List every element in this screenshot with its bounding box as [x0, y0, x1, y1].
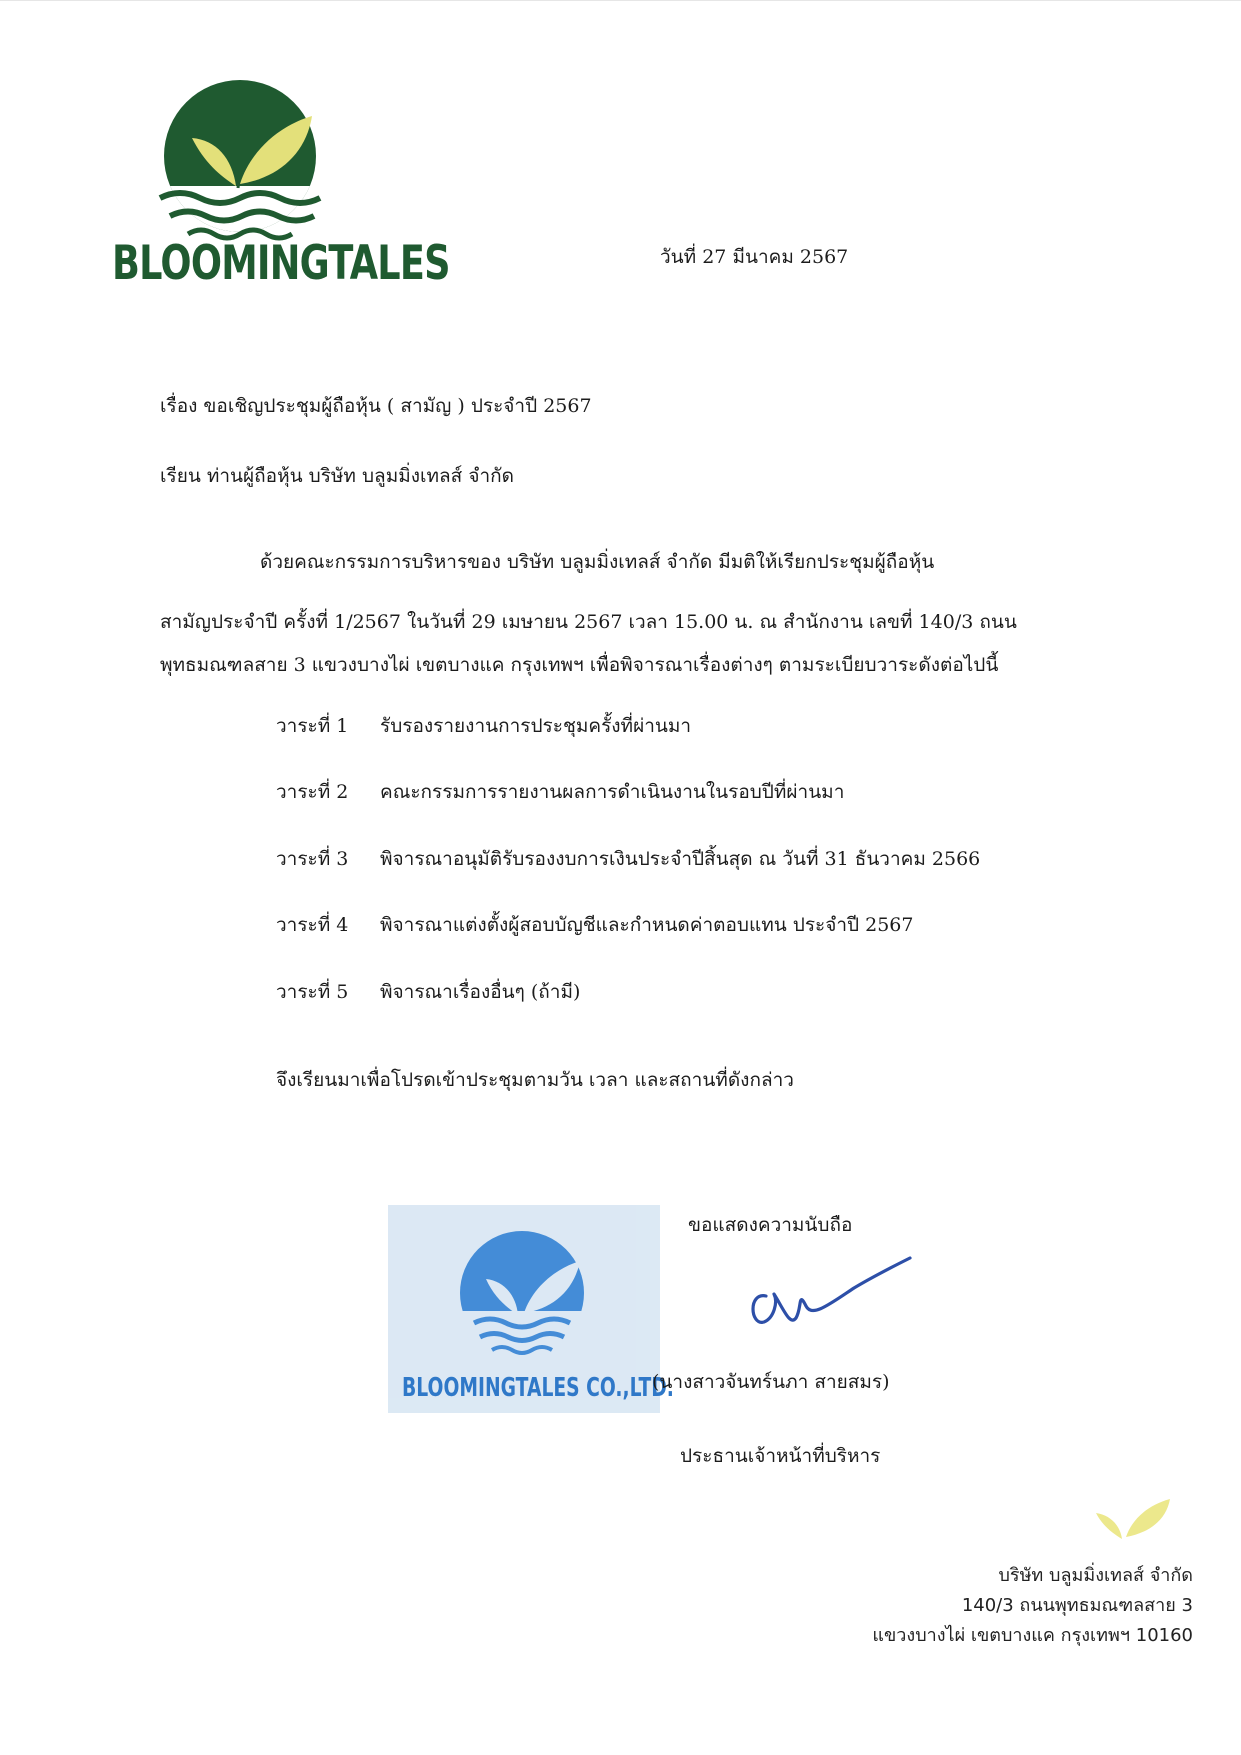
body-line-3: พุทธมณฑลสาย 3 แขวงบางไผ่ เขตบางแค กรุงเทพฯ เพื่อพิจารณาเรื่องต่างๆ ตามระเบียบวาระดังต่อไปนี้ — [160, 654, 999, 676]
agenda-number: วาระที่ 2 — [276, 781, 349, 803]
body-line-2: สามัญประจำปี ครั้งที่ 1/2567 ในวันที่ 29 เมษายน 2567 เวลา 15.00 น. ณ สำนักงาน เลขที่ 140/3 ถนน — [160, 611, 1017, 633]
letter-recipient: เรียน ท่านผู้ถือหุ้น บริษัท บลูมมิ่งเทลส์ จำกัด — [160, 465, 514, 487]
stamp-text: BLOOMINGTALES CO.,LTD. — [402, 1373, 674, 1403]
agenda-number: วาระที่ 5 — [276, 981, 349, 1003]
agenda-number: วาระที่ 3 — [276, 848, 349, 870]
agenda-item — [276, 979, 580, 1005]
footer-company: บริษัท บลูมมิ่งเทลส์ จำกัด — [998, 1565, 1193, 1586]
agenda-item — [276, 779, 844, 805]
regards-line: ขอแสดงความนับถือ — [688, 1214, 853, 1236]
agenda-text: พิจารณาแต่งตั้งผู้สอบบัญชีและกำหนดค่าตอบแทน ประจำปี 2567 — [380, 914, 914, 936]
agenda-text: คณะกรรมการรายงานผลการดำเนินงานในรอบปีที่ผ่านมา — [380, 781, 845, 803]
agenda-item — [276, 846, 980, 872]
footer-address-1: 140/3 ถนนพุทธมณฑลสาย 3 — [961, 1595, 1193, 1616]
agenda-number: วาระที่ 1 — [276, 715, 349, 737]
signer-name: (นางสาวจันทร์นภา สายสมร) — [652, 1371, 890, 1393]
agenda-item — [276, 713, 691, 739]
agenda-text: พิจารณาอนุมัติรับรองงบการเงินประจำปีสิ้นสุด ณ วันที่ 31 ธันวาคม 2566 — [380, 848, 981, 870]
footer-address-2: แขวงบางไผ่ เขตบางแค กรุงเทพฯ 10160 — [872, 1625, 1193, 1646]
brand-name: BLOOMINGTALES — [112, 236, 450, 291]
leaf-over-waves-icon — [108, 78, 368, 248]
letter-subject: เรื่อง ขอเชิญประชุมผู้ถือหุ้น ( สามัญ ) ประจำปี 2567 — [160, 395, 592, 417]
signer-title: ประธานเจ้าหน้าที่บริหาร — [680, 1445, 881, 1467]
body-line-1: ด้วยคณะกรรมการบริหารของ บริษัท บลูมมิ่งเทลส์ จำกัด มีมติให้เรียกประชุมผู้ถือหุ้น — [260, 551, 935, 573]
closing-line: จึงเรียนมาเพื่อโปรดเข้าประชุมตามวัน เวลา และสถานที่ดังกล่าว — [276, 1069, 794, 1091]
agenda-item — [276, 912, 913, 938]
page-top-edge — [0, 0, 1241, 11]
agenda-text: รับรองรายงานการประชุมครั้งที่ผ่านมา — [380, 715, 692, 737]
signature-icon — [744, 1248, 914, 1340]
agenda-text: พิจารณาเรื่องอื่นๆ (ถ้ามี) — [380, 981, 581, 1003]
letter-date: วันที่ 27 มีนาคม 2567 — [660, 246, 849, 268]
agenda-number: วาระที่ 4 — [276, 914, 349, 936]
leaf-icon — [1092, 1495, 1172, 1541]
